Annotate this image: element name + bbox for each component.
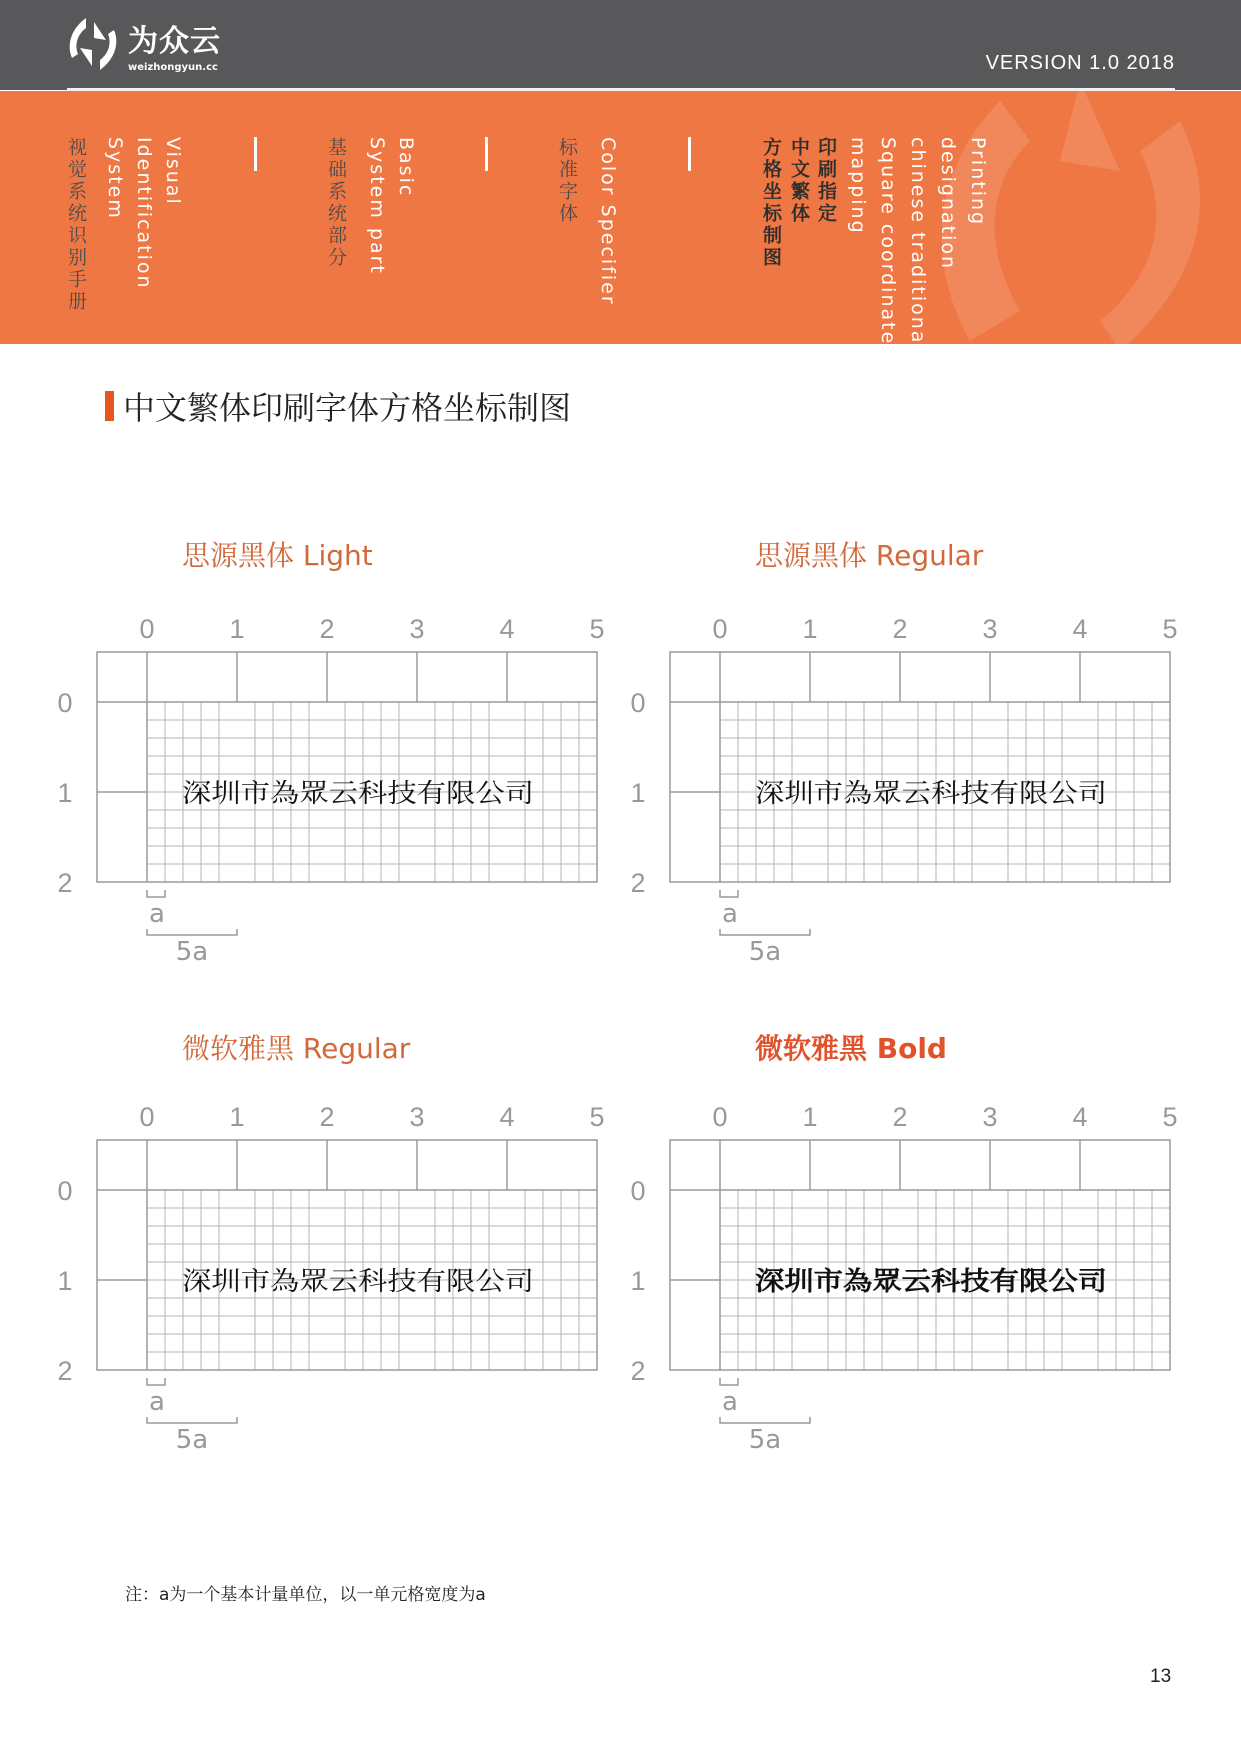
grid-panel xyxy=(623,600,1223,970)
five-unit-bracket xyxy=(720,1417,810,1423)
panel-heading-1: 思源黑体 Light xyxy=(182,539,373,572)
logo-icon xyxy=(64,14,122,74)
nav-visual-identity-en-2[interactable]: Identification xyxy=(133,137,155,290)
grid-border xyxy=(670,1140,1170,1370)
grid-panel xyxy=(50,1088,650,1458)
column-label: 2 xyxy=(319,614,335,644)
column-label: 0 xyxy=(712,614,728,644)
nav-current-cn-3[interactable]: 方格坐标制图 xyxy=(760,137,782,269)
title-accent-bar xyxy=(105,391,114,421)
grid-border xyxy=(670,652,1170,882)
grid-border xyxy=(97,652,597,882)
unit-label: a xyxy=(149,1387,165,1417)
footnote: 注：a为一个基本计量单位，以一单元格宽度为a xyxy=(125,1585,486,1605)
unit-label: a xyxy=(149,899,165,929)
row-label: 1 xyxy=(630,1266,646,1296)
nav-current-cn-1[interactable]: 印刷指定 xyxy=(815,137,837,225)
unit-bracket xyxy=(720,890,738,897)
nav-separator xyxy=(254,137,257,171)
version-label: VERSION 1.0 2018 xyxy=(985,52,1175,74)
row-label: 0 xyxy=(57,688,73,718)
grid-panel xyxy=(50,600,650,970)
nav-standard-font-en[interactable]: Color Specifier xyxy=(597,137,619,306)
row-label: 2 xyxy=(57,868,73,898)
logo-url: weizhongyun.cc xyxy=(128,61,218,73)
column-label: 4 xyxy=(1072,1102,1088,1132)
grid-border xyxy=(97,1140,597,1370)
unit-bracket xyxy=(147,890,165,897)
nav-current-en-3[interactable]: chinese traditional xyxy=(907,137,929,352)
column-label: 0 xyxy=(139,614,155,644)
sample-company-name: 深圳市為眾云科技有限公司 xyxy=(182,779,534,809)
column-label: 0 xyxy=(139,1102,155,1132)
column-label: 5 xyxy=(1162,614,1178,644)
column-label: 3 xyxy=(409,1102,425,1132)
five-unit-bracket xyxy=(147,929,237,935)
panel-heading-4-text: 微软雅黑 Bold xyxy=(755,1032,947,1065)
nav-basic-system-en-2[interactable]: System part xyxy=(366,137,388,275)
row-label: 0 xyxy=(630,1176,646,1206)
nav-standard-font-cn[interactable]: 标准字体 xyxy=(556,137,578,225)
column-label: 1 xyxy=(229,1102,245,1132)
page-header xyxy=(0,0,1241,90)
page-title xyxy=(105,383,571,429)
column-label: 2 xyxy=(892,614,908,644)
nav-basic-system-en-1[interactable]: Basic xyxy=(395,137,417,198)
nav-current-en-1[interactable]: Printing xyxy=(967,137,989,227)
row-label: 1 xyxy=(57,778,73,808)
grid-svg xyxy=(50,600,650,970)
sample-company-name: 深圳市為眾云科技有限公司 xyxy=(755,779,1107,809)
grid-svg xyxy=(623,600,1223,970)
page-title-text: 中文繁体印刷字体方格坐标制图 xyxy=(123,389,572,427)
five-unit-bracket xyxy=(147,1417,237,1423)
nav-separator xyxy=(485,137,488,171)
nav-separator xyxy=(688,137,691,171)
nav-basic-system-cn[interactable]: 基础系统部分 xyxy=(325,137,347,269)
unit-bracket xyxy=(720,1378,738,1385)
unit-label: a xyxy=(722,1387,738,1417)
column-label: 4 xyxy=(499,614,515,644)
column-label: 2 xyxy=(892,1102,908,1132)
column-label: 5 xyxy=(1162,1102,1178,1132)
nav-visual-identity-cn[interactable]: 视觉系统识别手册 xyxy=(65,137,87,313)
five-unit-label: 5a xyxy=(748,1425,782,1455)
grid-panel xyxy=(623,1088,1223,1458)
column-label: 1 xyxy=(802,614,818,644)
nav-current-en-4[interactable]: Square coordinate xyxy=(877,137,899,346)
sample-company-name: 深圳市為眾云科技有限公司 xyxy=(182,1267,534,1297)
panel-heading-4 xyxy=(755,1027,947,1067)
column-label: 5 xyxy=(589,614,605,644)
panel-heading-2: 思源黑体 Regular xyxy=(755,539,984,572)
column-label: 1 xyxy=(229,614,245,644)
nav-current-cn-2[interactable]: 中文繁体 xyxy=(788,137,810,225)
row-label: 0 xyxy=(57,1176,73,1206)
column-label: 5 xyxy=(589,1102,605,1132)
panel-heading-3: 微软雅黑 Regular xyxy=(182,1032,411,1065)
row-label: 2 xyxy=(630,1356,646,1386)
column-label: 3 xyxy=(982,1102,998,1132)
nav-visual-identity-en-3[interactable]: System xyxy=(104,137,126,220)
nav-current-en-5[interactable]: mapping xyxy=(847,137,869,235)
column-label: 4 xyxy=(499,1102,515,1132)
nav-visual-identity-en-1[interactable]: Visual xyxy=(162,137,184,206)
section-nav-band xyxy=(0,91,1241,344)
sample-company-name: 深圳市為眾云科技有限公司 xyxy=(755,1267,1068,1297)
logo-text: 为众云 xyxy=(128,23,221,59)
five-unit-label: 5a xyxy=(175,1425,209,1455)
column-label: 2 xyxy=(319,1102,335,1132)
row-label: 0 xyxy=(630,688,646,718)
row-label: 2 xyxy=(57,1356,73,1386)
row-label: 2 xyxy=(630,868,646,898)
column-label: 4 xyxy=(1072,614,1088,644)
grid-svg xyxy=(50,1088,650,1458)
unit-bracket xyxy=(147,1378,165,1385)
column-label: 1 xyxy=(802,1102,818,1132)
column-label: 0 xyxy=(712,1102,728,1132)
grid-svg xyxy=(623,1088,1223,1458)
row-label: 1 xyxy=(630,778,646,808)
brand-logo xyxy=(64,14,221,74)
column-label: 3 xyxy=(409,614,425,644)
nav-current-en-2[interactable]: designation xyxy=(937,137,959,271)
column-label: 3 xyxy=(982,614,998,644)
five-unit-label: 5a xyxy=(748,937,782,967)
five-unit-bracket xyxy=(720,929,810,935)
unit-label: a xyxy=(722,899,738,929)
row-label: 1 xyxy=(57,1266,73,1296)
page-number: 13 xyxy=(1150,1666,1172,1687)
five-unit-label: 5a xyxy=(175,937,209,967)
